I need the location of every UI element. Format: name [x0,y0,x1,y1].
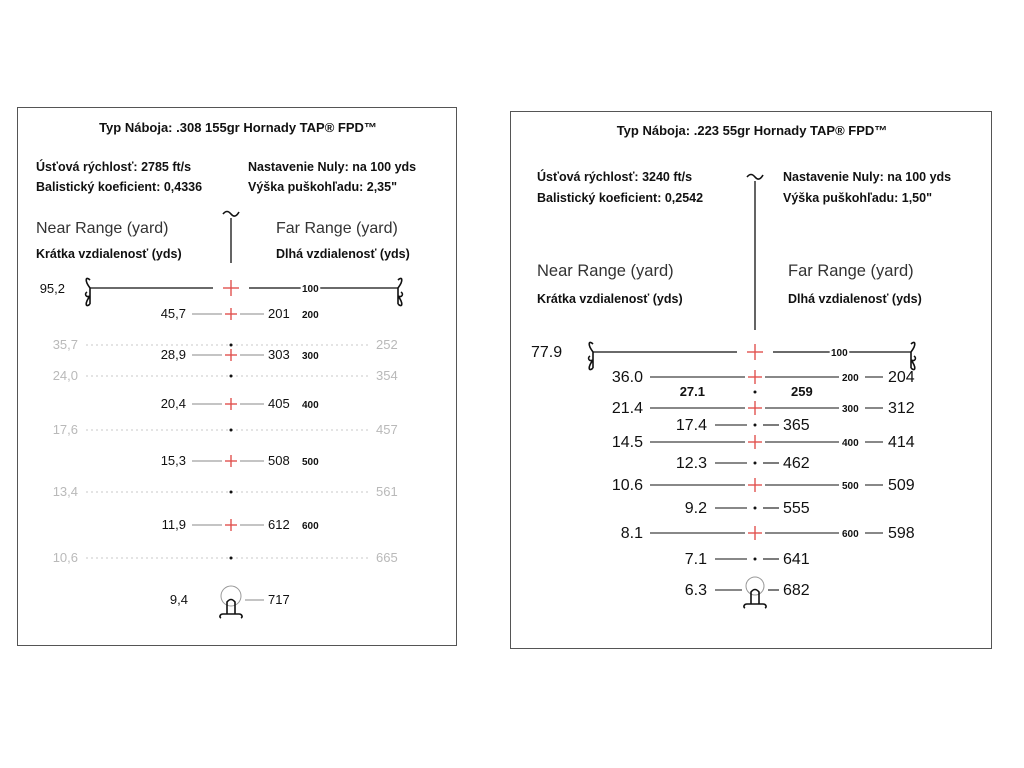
red-cross-marker [225,308,237,320]
bottom-ring-marker [221,586,241,606]
reticle-diagram [511,112,990,647]
far-value: 405 [268,396,290,411]
near-range-label: Near Range (yard) [537,262,674,280]
near-value: 11,9 [161,517,186,532]
far-value-bottom: 682 [783,582,810,599]
far-value-bottom: 717 [268,592,290,607]
dot-marker [230,375,233,378]
near-range-label: Near Range (yard) [36,220,169,237]
far-value: 365 [783,417,810,434]
red-cross-marker [225,349,237,361]
range-mark: 500 [302,457,319,468]
near-value: 21.4 [611,400,643,417]
far-value-faint: 252 [376,337,398,352]
reticle-diagram [18,108,455,644]
far-value: 259 [791,384,813,399]
near-value: 12.3 [675,455,707,472]
far-value: 462 [783,455,810,472]
near-value: 20,4 [160,396,186,411]
top-post-tilde-icon [223,212,239,217]
near-value: 14.5 [611,434,643,451]
far-value-faint: 561 [376,484,398,499]
far-value: 201 [268,306,290,321]
center-cross-marker [223,280,239,296]
bottom-post-icon [744,590,766,609]
far-value: 641 [783,551,810,568]
near-value: 45,7 [160,306,186,321]
far-value: 312 [888,400,915,417]
dot-marker [230,429,233,432]
near-value-faint: 10,6 [52,550,78,565]
range-mark: 300 [302,351,319,362]
far-value: 555 [783,500,810,517]
near-value-faint: 13,4 [52,484,78,499]
far-value: 303 [268,347,290,362]
range-mark-100: 100 [302,284,319,295]
cartridge-title: Typ Náboja: .308 155gr Hornady TAP® FPD™ [99,120,377,135]
bottom-ring-marker [746,577,764,595]
zero-setting: Nastavenie Nuly: na 100 yds [783,170,952,184]
range-mark: 600 [842,529,859,540]
muzzle-velocity: Úsťová rýchlosť: 2785 ft/s [36,160,192,174]
cartridge-title: Typ Náboja: .223 55gr Hornady TAP® FPD™ [616,123,888,138]
dot-marker [754,558,757,561]
zero-setting: Nastavenie Nuly: na 100 yds [248,160,417,174]
red-cross-marker [748,401,762,415]
dot-marker [754,462,757,465]
near-value-top: 95,2 [39,281,65,296]
ballistic-coefficient: Balistický koeficient: 0,4336 [36,180,203,194]
far-value: 612 [268,517,290,532]
red-cross-marker [748,526,762,540]
dot-marker [230,344,233,347]
near-value: 15,3 [160,453,186,468]
near-value: 9.2 [684,500,707,517]
near-value-bottom: 6.3 [684,582,707,599]
near-value-faint: 17,6 [52,422,78,437]
far-value-faint: 457 [376,422,398,437]
top-post-tilde-icon [747,175,763,180]
dot-marker [754,424,757,427]
reticle-panel-308 [17,107,457,646]
scope-height: Výška puškohľadu: 1,50" [783,191,932,205]
far-range-label: Far Range (yard) [276,220,398,237]
far-range-label-sk: Dlhá vzdialenosť (yds) [276,247,410,261]
near-value-bottom: 9,4 [169,592,188,607]
red-cross-marker [225,455,237,467]
far-value-faint: 665 [376,550,398,565]
near-value: 10.6 [611,477,643,494]
center-cross-marker [747,344,763,360]
left-hook-icon [589,342,593,369]
far-range-label: Far Range (yard) [788,262,914,280]
far-value: 204 [888,369,915,386]
reticle-panel-223 [510,111,992,649]
right-hook-icon [911,342,915,369]
far-value: 508 [268,453,290,468]
range-mark: 600 [302,521,319,532]
near-value-faint: 35,7 [52,337,78,352]
near-value: 7.1 [684,551,707,568]
far-value: 598 [888,525,915,542]
near-value-top: 77.9 [531,344,563,361]
scope-height: Výška puškohľadu: 2,35" [248,180,397,194]
range-mark: 500 [842,481,859,492]
near-value: 28,9 [160,347,186,362]
near-value: 17.4 [675,417,707,434]
range-mark-100: 100 [831,348,848,359]
far-value: 414 [888,434,915,451]
red-cross-marker [748,435,762,449]
red-cross-marker [225,398,237,410]
dot-marker [230,557,233,560]
near-value-faint: 24,0 [52,368,78,383]
red-cross-marker [748,478,762,492]
range-mark: 400 [302,400,319,411]
left-hook-icon [86,278,90,305]
near-value: 27.1 [679,384,705,399]
dot-marker [754,507,757,510]
dot-marker [754,391,757,394]
ballistic-coefficient: Balistický koeficient: 0,2542 [537,191,704,205]
far-value: 509 [888,477,915,494]
red-cross-marker [748,370,762,384]
near-value: 8.1 [620,525,643,542]
red-cross-marker [225,519,237,531]
range-mark: 400 [842,438,859,449]
near-range-label-sk: Krátka vzdialenosť (yds) [36,247,182,261]
right-hook-icon [398,278,402,305]
range-mark: 300 [842,404,859,415]
dot-marker [230,491,233,494]
far-range-label-sk: Dlhá vzdialenosť (yds) [788,292,922,306]
range-mark: 200 [302,310,319,321]
far-value-faint: 354 [376,368,398,383]
muzzle-velocity: Úsťová rýchlosť: 3240 ft/s [537,170,693,184]
near-range-label-sk: Krátka vzdialenosť (yds) [537,292,683,306]
range-mark: 200 [842,373,859,384]
near-value: 36.0 [611,369,643,386]
